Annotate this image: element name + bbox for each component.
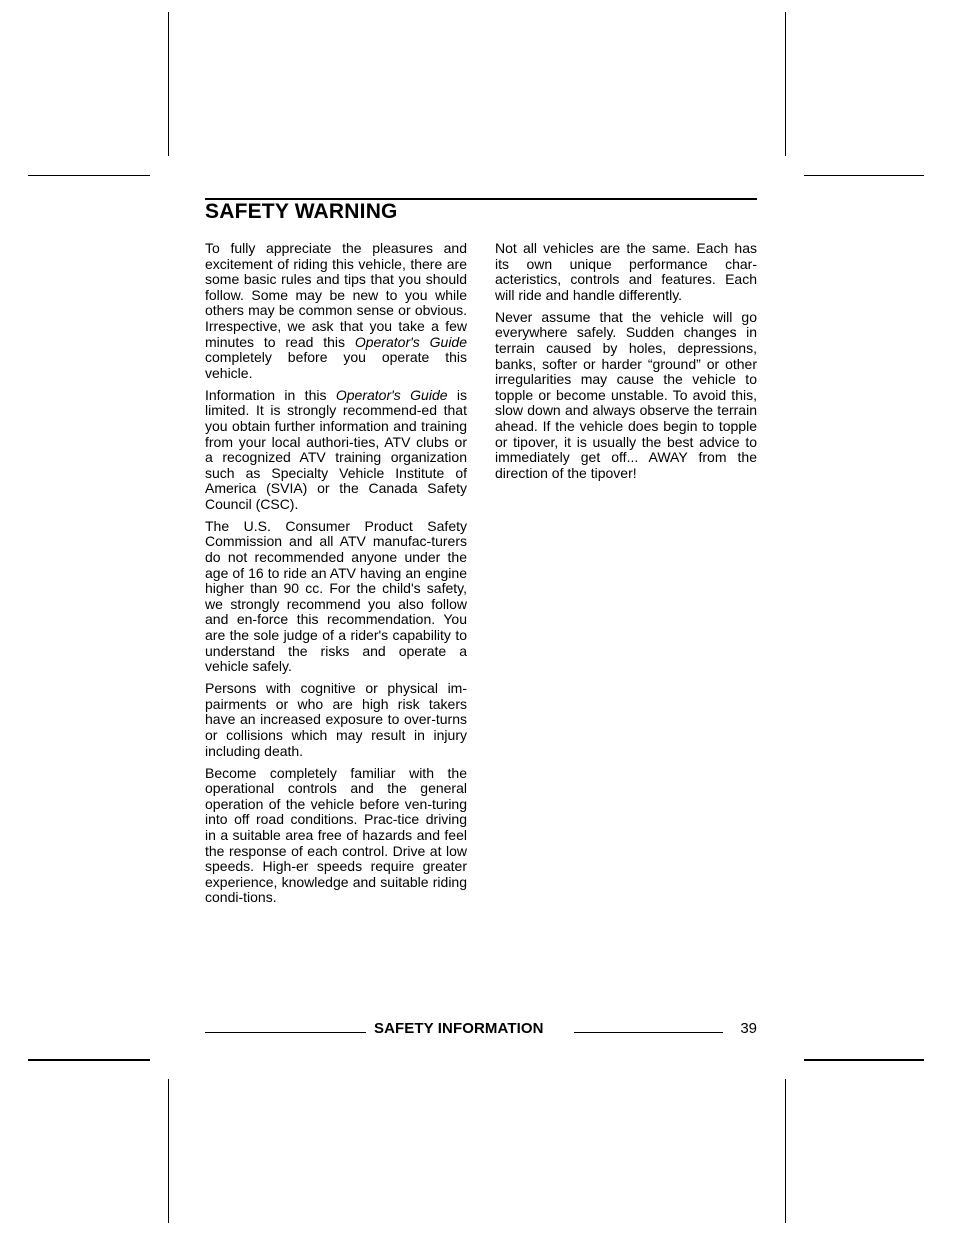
footer-rule-right (574, 1032, 723, 1033)
page-footer (205, 1018, 757, 1040)
left-column (205, 241, 467, 912)
crop-mark-bottom-left-horizontal (28, 1059, 150, 1061)
footer-section-name: SAFETY INFORMATION (374, 1020, 544, 1037)
crop-mark-top-right-horizontal (804, 175, 924, 176)
paragraph-age-recommendation: The U.S. Consumer Product Safety Commission and all ATV manufac-turers do not recommended anyone under the age of 16 to ride an ATV having an engine higher than 90 cc. For the child's safety, we strongly recommend you also follow and en-force this recommendation. You are the sole judge of a rider's capability to understand the risks and operate a vehicle safely. (205, 517, 467, 675)
page-number: 39 (740, 1020, 757, 1037)
crop-mark-bottom-right-horizontal (804, 1059, 924, 1061)
crop-mark-top-left-horizontal (28, 175, 150, 176)
footer-rule-left (205, 1032, 366, 1033)
operators-guide-reference: Operator's Guide (354, 333, 467, 350)
right-column (495, 241, 757, 488)
paragraph-intro: To fully appreciate the pleasures and excitement of riding this vehicle, there are some basic rules and tips that you should follow. Some may be new to you while others may be common sense or obvious. Irrespective, we ask that you take a few minutes to read this Operator's Guide completely before you operate this vehicle. (205, 240, 467, 381)
crop-mark-bottom-left-vertical (168, 1079, 169, 1223)
paragraph-vehicle-differences: Not all vehicles are the same. Each has its own unique performance char-acteristics, controls and features. Each will ride and handle differently. (495, 240, 757, 303)
page-title: SAFETY WARNING (205, 200, 398, 223)
crop-mark-bottom-right-vertical (785, 1079, 786, 1223)
paragraph-impairments: Persons with cognitive or physical im-pairments or who are high risk takers have an increased exposure to over-turns or collisions which may result in injury including death. (205, 680, 467, 759)
paragraph-terrain-tipover: Never assume that the vehicle will go everywhere safely. Sudden changes in terrain caused by holes, depressions, banks, softer or harder “ground” or other irregularities may cause the vehicle to topple or become unstable. To avoid this, slow down and always observe the terrain ahead. If the vehicle does begin to topple or tipover, it is usually the best advice to immediately get off... AWAY from the direction of the tipover! (495, 308, 757, 481)
paragraph-familiarization: Become completely familiar with the operational controls and the general operation of the vehicle before ven-turing into off road conditions. Prac-tice driving in a suitable area free of hazards and feel the response of each control. Drive at low speeds. High-er speeds require greater experience, knowledge and suitable riding condi-tions. (205, 764, 467, 906)
crop-mark-top-right-vertical (785, 12, 786, 156)
operators-guide-reference: Operator's Guide (335, 386, 448, 403)
crop-mark-top-left-vertical (168, 12, 169, 156)
paragraph-training: Information in this Operator's Guide is limited. It is strongly recommend-ed that you obtain further information and training from your local authori-ties, ATV clubs or a recognized ATV training organization such as Specialty Vehicle Institute of America (SVIA) or the Canada Safety Council (CSC). (205, 386, 468, 512)
